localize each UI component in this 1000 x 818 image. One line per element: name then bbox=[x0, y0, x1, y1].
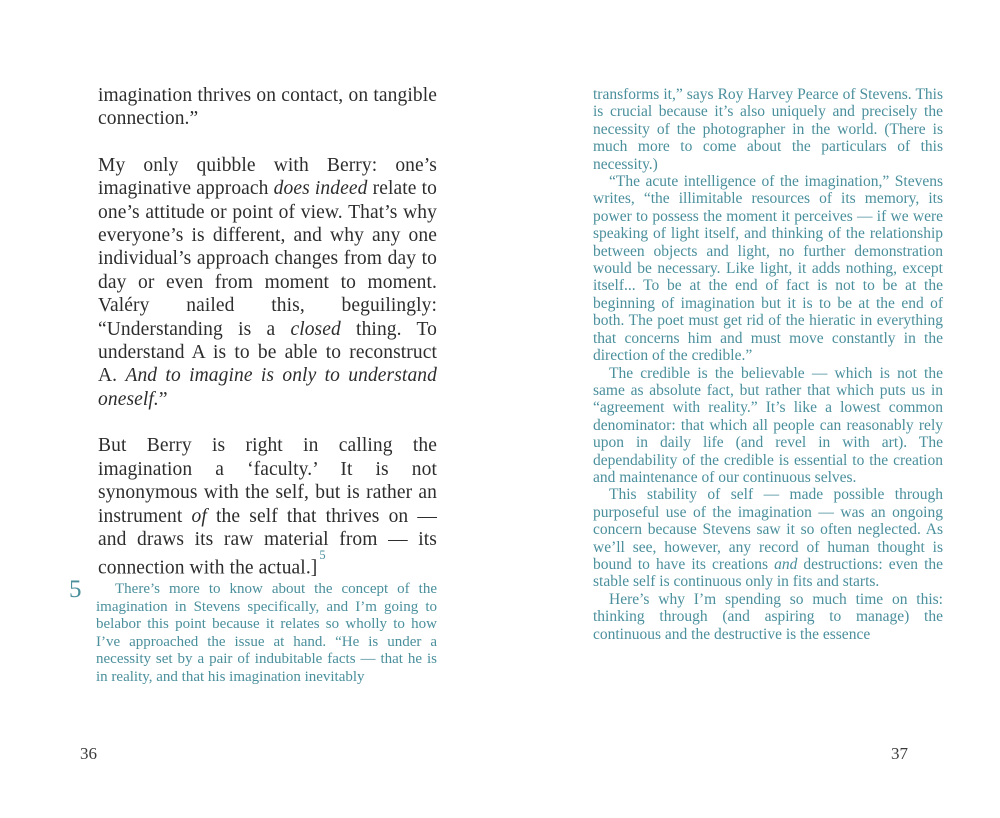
text-run: The credible is the believable — which is not the same as absolute fact, but rather that which puts us in “agreement with reality.” It’s like a lowest common denominator: that which all people can reasonably rely upon in daily life (and revel in with art). The dependability of the credible is essential to the creation and maintenance of our continuous selves. bbox=[593, 364, 943, 486]
page-number-right: 37 bbox=[891, 744, 908, 763]
text-run: My only quibble with Berry: one’s imaginative approach bbox=[98, 154, 437, 200]
paragraph bbox=[593, 173, 943, 364]
text-run: This stability of self — made possible through purposeful use of the imagination — was an ongoing concern because Stevens saw it so often neglected. As we’ll see, however, any record of human thought is bound to have its creations bbox=[593, 486, 943, 573]
text-run-italic: does indeed bbox=[273, 178, 368, 200]
paragraph bbox=[593, 86, 943, 173]
right-page-body bbox=[593, 86, 943, 643]
text-run-italic: and bbox=[774, 555, 798, 573]
paragraph bbox=[593, 486, 943, 590]
paragraph bbox=[98, 434, 437, 580]
text-run: transforms it,” says Roy Harvey Pearce of Stevens. This is crucial because it’s also uniquely and precisely the necessity of the photographer in the world. (There is much more to come about the particulars of this necessity.) bbox=[593, 86, 943, 173]
text-run: relate to one’s attitude or point of view. That’s why everyone’s is different, and why any one individual’s approach changes from day to day or even from moment to moment. Valéry nailed this, beguilingly: “Understanding is a bbox=[98, 178, 437, 340]
paragraph bbox=[593, 365, 943, 487]
text-run: imagination thrives on contact, on tangible connection.” bbox=[98, 85, 437, 130]
text-run: Here’s why I’m spending so much time on this: thinking through (and aspiring to manage) the continuous and the destructive is the essence bbox=[593, 590, 943, 643]
text-run: But Berry is right in calling the imagination a ‘faculty.’ It is not synonymous with the self, but is rather an instrument bbox=[98, 435, 437, 527]
paragraph bbox=[98, 154, 437, 411]
footnote-reference: 5 bbox=[319, 548, 326, 563]
paragraph bbox=[593, 591, 943, 643]
footnote-number: 5 bbox=[69, 576, 82, 603]
left-page-body bbox=[98, 84, 437, 580]
text-run: ” bbox=[158, 388, 168, 410]
text-run: the self that thrives on — and draws its raw material from — its connection with the actual.] bbox=[98, 505, 437, 579]
text-run-italic: of bbox=[191, 505, 207, 527]
text-run: destructions: even the stable self is continuous only in fits and starts. bbox=[593, 555, 944, 591]
text-run-italic: And to imagine is only to understand oneself. bbox=[98, 365, 437, 410]
text-run: thing. To understand A is to be able to reconstruct A. bbox=[98, 318, 437, 387]
footnote-text: There’s more to know about the concept of the imagination in Stevens specifically, and I’m going to belabor this point because it relates so wholly to how I’ve approached the issue at hand. “He is under a necessity set by a pair of indubitable facts — that he is in reality, and that his imagination inevitably bbox=[96, 581, 437, 685]
footnote bbox=[69, 576, 437, 687]
text-run-italic: closed bbox=[290, 318, 341, 340]
text-run: “The acute intelligence of the imagination,” Stevens writes, “the illimitable resources of its memory, its power to possess the moment it perceives — if we were speaking of light itself, and thinking of the relationship between objects and light, no further demonstration would be necessary. Like light, it adds nothing, except itself... To be at the end of fact is not to be at the beginning of imagination but it is to be at the end of both. The poet must get rid of the hieratic in everything that concerns him and must move constantly in the direction of the credible.” bbox=[593, 173, 943, 365]
page-number-left: 36 bbox=[80, 744, 97, 763]
paragraph bbox=[98, 84, 437, 131]
